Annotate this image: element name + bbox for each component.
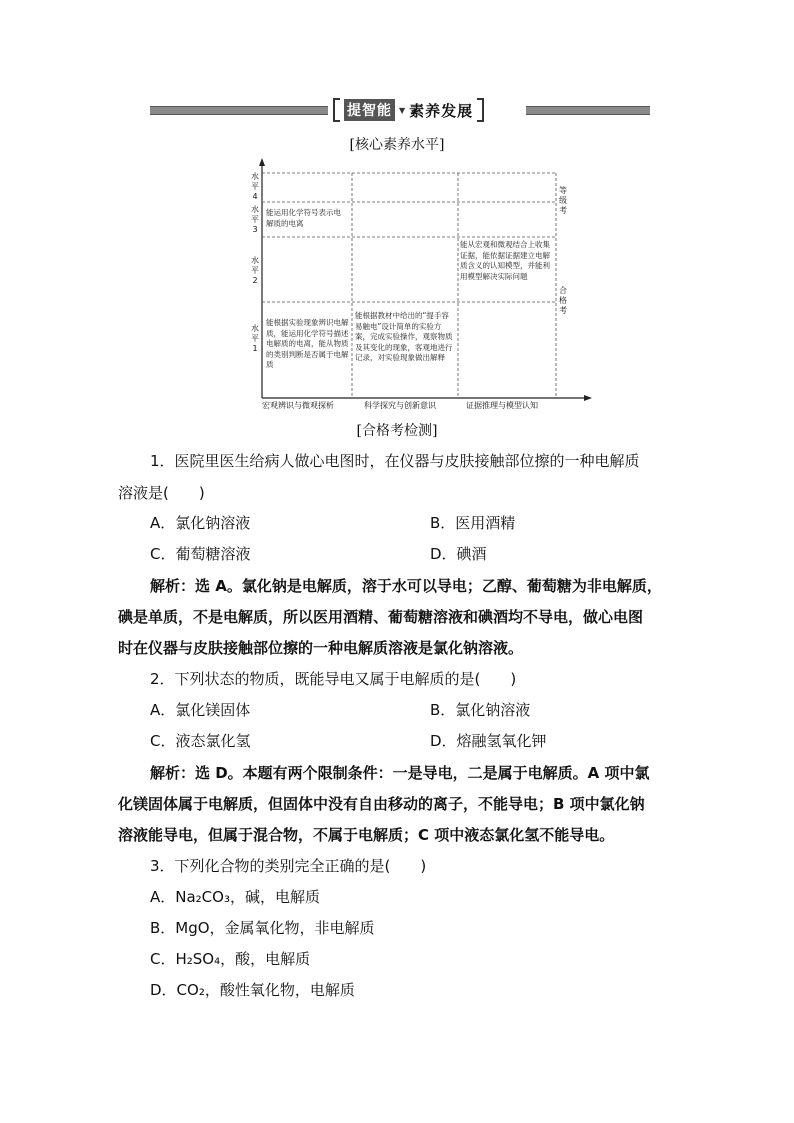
level-label-1: 水平1 xyxy=(251,324,259,353)
level-label-2: 水平2 xyxy=(251,256,259,285)
side-label-pass-exam: 合格考 xyxy=(559,286,567,315)
core-level-title: [核心素养水平] xyxy=(349,137,445,153)
q2-analysis-line2: 化镁固体属于电解质，但固体中没有自由移动的离子，不能导电；B 项中氯化钠 xyxy=(118,795,645,813)
q1-option-c: C．葡萄糖溶液 xyxy=(150,545,251,563)
x-label-evidence: 证据推理与模型认知 xyxy=(466,401,538,410)
level-label-3: 水平3 xyxy=(251,205,259,234)
q2-stem-line1: 2．下列状态的物质，既能导电又属于电解质的是( ) xyxy=(150,670,517,688)
q1-analysis-line3: 时在仪器与皮肤接触部位擦的一种电解质溶液是氯化钠溶液。 xyxy=(118,639,524,657)
q2-option-a: A．氯化镁固体 xyxy=(150,701,251,719)
q2-option-b: B．氯化钠溶液 xyxy=(430,701,531,719)
q1-analysis-line1: 解析：选 A。氯化钠是电解质，溶于水可以导电；乙醇、葡萄糖为非电解质， xyxy=(150,577,662,595)
header-tag: 提智能 xyxy=(344,99,395,121)
header-title: 素养发展 xyxy=(409,101,474,120)
x-label-inquiry: 科学探究与创新意识 xyxy=(364,401,436,410)
core-level-figure xyxy=(0,0,794,420)
q3-stem-line1: 3．下列化合物的类别完全正确的是( ) xyxy=(150,857,427,875)
q1-stem-line2: 溶液是( ) xyxy=(118,484,205,502)
q1-analysis-line2: 碘是单质，不是电解质，所以医用酒精、葡萄糖溶液和碘酒均不导电，做心电图 xyxy=(118,608,644,626)
q3-option-d: D．CO₂，酸性氧化物，电解质 xyxy=(150,981,355,999)
q1-option-d: D．碘酒 xyxy=(430,545,487,563)
level-label-4: 水平4 xyxy=(251,172,259,201)
q1-option-b: B．医用酒精 xyxy=(430,514,516,532)
q1-stem-line1: 1．医院里医生给病人做心电图时，在仪器与皮肤接触部位擦的一种电解质 xyxy=(150,452,640,470)
x-label-macro: 宏观辨识与微观探析 xyxy=(262,401,334,410)
q3-option-a: A．Na₂CO₃，碱，电解质 xyxy=(150,888,320,906)
q2-option-d: D．熔融氢氧化钾 xyxy=(430,732,547,750)
cell-level3-macro: 能运用化学符号表示电解质的电离 xyxy=(266,208,341,228)
q2-analysis-line3: 溶液能导电，但属于混合物，不属于电解质；C 项中液态氯化氢不能导电。 xyxy=(118,826,615,844)
pass-exam-title: [合格考检测] xyxy=(356,423,438,439)
q2-option-c: C．液态氯化氢 xyxy=(150,732,251,750)
cell-level1-macro: 能根据实验现象辨识电解质，能运用化学符号描述电解质的电离，能从物质的类别判断是否属于电解质 xyxy=(266,318,349,369)
q3-option-b: B．MgO，金属氧化物，非电解质 xyxy=(150,919,375,937)
q2-analysis-line1: 解析：选 D。本题有两个限制条件：一是导电，二是属于电解质。A 项中氯 xyxy=(150,764,650,782)
bullet-icon: ▼ xyxy=(399,105,406,115)
side-label-grade-exam: 等级考 xyxy=(559,186,567,215)
q3-option-c: C．H₂SO₄，酸，电解质 xyxy=(150,950,311,968)
cell-level2-evidence: 能从宏观和微观结合上收集证据，能依据证据建立电解质含义的认知模型，并能利用模型解决实际问题 xyxy=(460,240,550,281)
q1-option-a: A．氯化钠溶液 xyxy=(150,514,251,532)
cell-level1-inquiry: 能根据教材中给出的“提手容易触电”设计简单的实验方案，完成实验操作，观察物质及其变化的现象，客观地进行记录，对实验现象做出解释 xyxy=(355,311,453,362)
